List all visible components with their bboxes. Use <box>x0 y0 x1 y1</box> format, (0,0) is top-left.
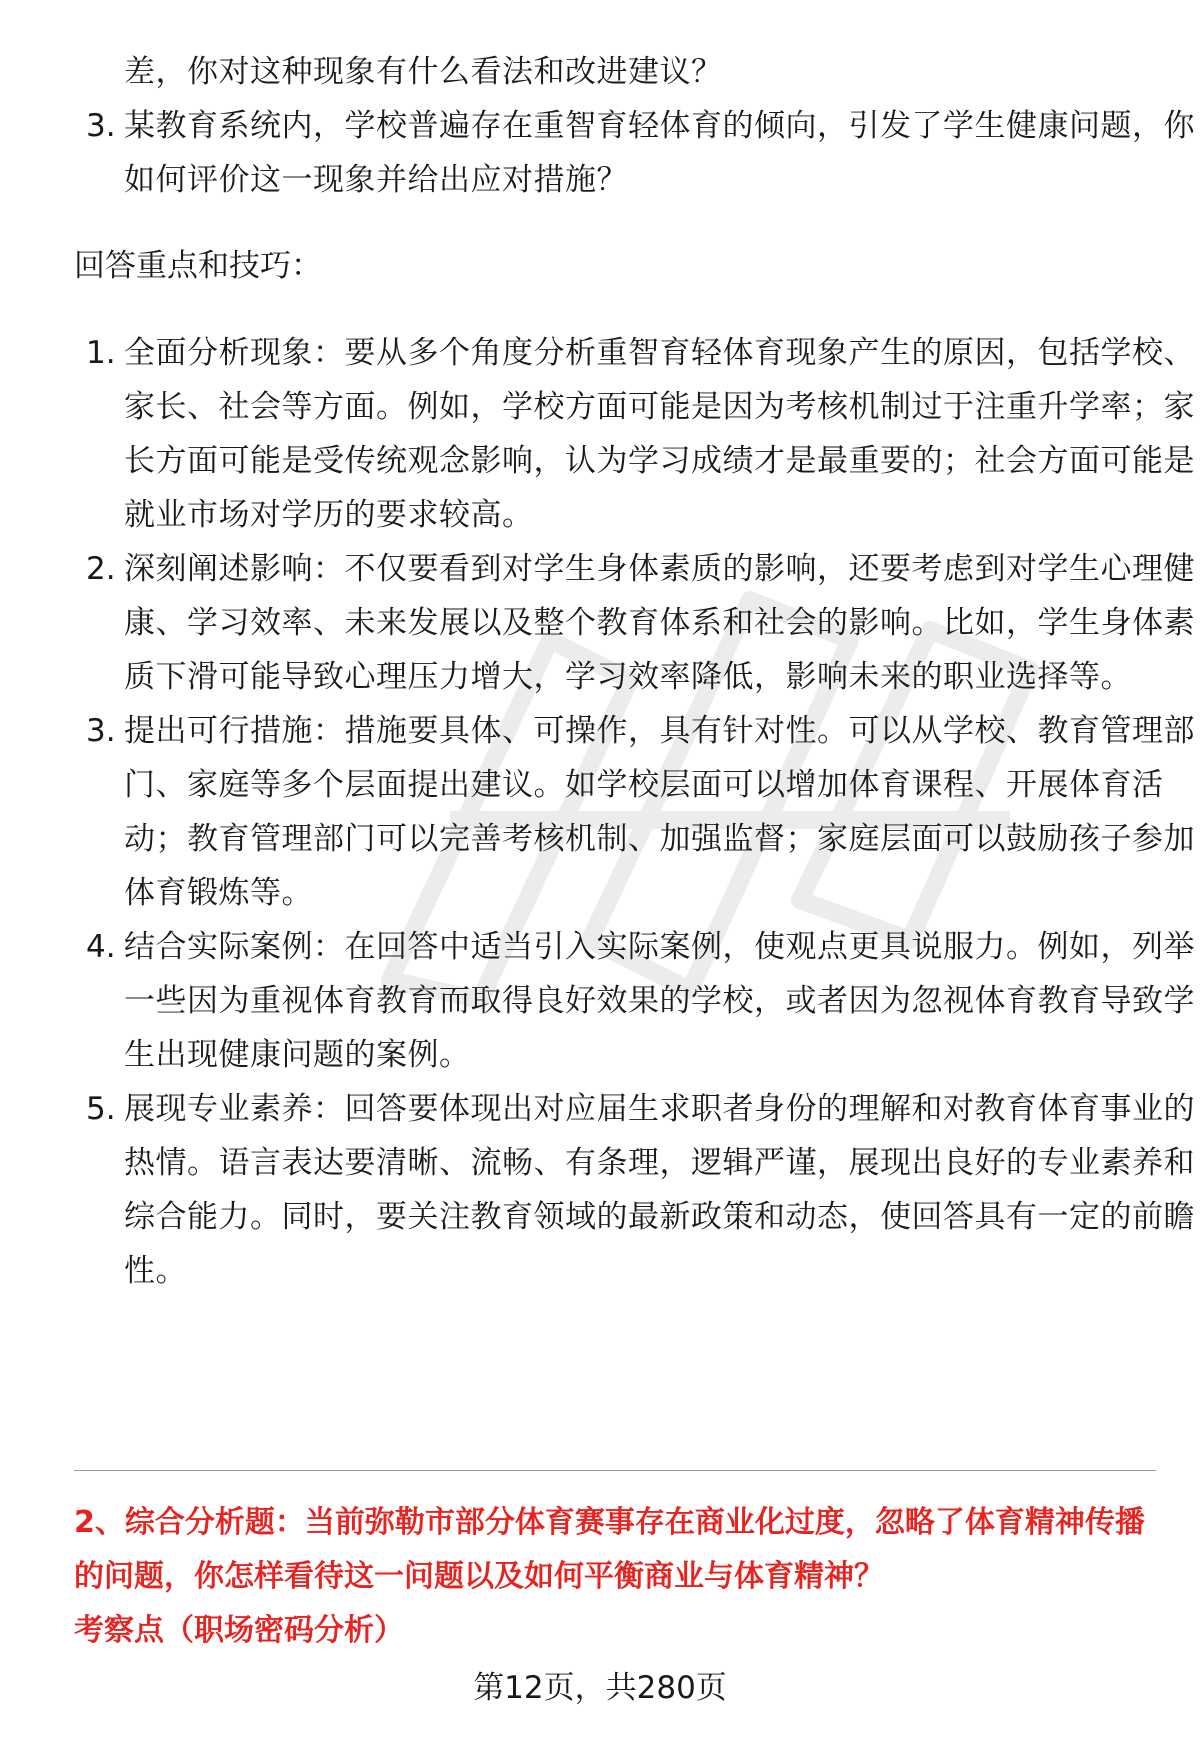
tip-line: 深刻阐述影响：不仅要看到对学生身体素质的影响，还要考虑到对学生心理健 <box>124 551 1195 587</box>
question3-line: 某教育系统内，学校普遍存在重智育轻体育的倾向，引发了学生健康问题，你 <box>124 108 1195 144</box>
question3-number: 3. <box>86 108 116 144</box>
tip-number: 3. <box>86 713 116 749</box>
tip-line: 全面分析现象：要从多个角度分析重智育轻体育现象产生的原因，包括学校、 <box>124 335 1195 371</box>
question2-line: 2、综合分析题：当前弥勒市部分体育赛事存在商业化过度，忽略了体育精神传播 <box>74 1505 1145 1540</box>
question2-line: 的问题，你怎样看待这一问题以及如何平衡商业与体育精神？ <box>74 1559 884 1594</box>
tip-line: 热情。语言表达要清晰、流畅、有条理，逻辑严谨，展现出良好的专业素养和 <box>124 1145 1195 1181</box>
intro-line: 差，你对这种现象有什么看法和改进建议？ <box>124 54 723 90</box>
tip-line: 家长、社会等方面。例如，学校方面可能是因为考核机制过于注重升学率；家 <box>124 389 1195 425</box>
tip-number: 5. <box>86 1091 116 1127</box>
tip-number: 1. <box>86 335 116 371</box>
tip-number: 4. <box>86 929 116 965</box>
tip-line: 长方面可能是受传统观念影响，认为学习成绩才是最重要的；社会方面可能是 <box>124 443 1195 479</box>
tip-line: 生出现健康问题的案例。 <box>124 1037 471 1073</box>
section-divider <box>74 1470 1156 1471</box>
tips-heading: 回答重点和技巧： <box>74 248 322 284</box>
exam-point-heading: 考察点（职场密码分析） <box>74 1613 404 1648</box>
tip-line: 提出可行措施：措施要具体、可操作，具有针对性。可以从学校、教育管理部 <box>124 713 1195 749</box>
tip-line: 质下滑可能导致心理压力增大，学习效率降低，影响未来的职业选择等。 <box>124 659 1132 695</box>
tip-line: 性。 <box>124 1253 187 1289</box>
tip-line: 结合实际案例：在回答中适当引入实际案例，使观点更具说服力。例如，列举 <box>124 929 1195 965</box>
tip-line: 综合能力。同时，要关注教育领域的最新政策和动态，使回答具有一定的前瞻 <box>124 1199 1195 1235</box>
tip-line: 展现专业素养：回答要体现出对应届生求职者身份的理解和对教育体育事业的 <box>124 1091 1195 1127</box>
tip-number: 2. <box>86 551 116 587</box>
tip-line: 康、学习效率、未来发展以及整个教育体系和社会的影响。比如，学生身体素 <box>124 605 1195 641</box>
page-footer: 第12页，共280页 <box>473 1670 727 1706</box>
tip-line: 一些因为重视体育教育而取得良好效果的学校，或者因为忽视体育教育导致学 <box>124 983 1195 1019</box>
tip-line: 就业市场对学历的要求较高。 <box>124 497 534 533</box>
question3-line: 如何评价这一现象并给出应对措施？ <box>124 162 628 198</box>
tip-line: 动；教育管理部门可以完善考核机制、加强监督；家庭层面可以鼓励孩子参加 <box>124 821 1195 857</box>
tip-line: 门、家庭等多个层面提出建议。如学校层面可以增加体育课程、开展体育活 <box>124 767 1164 803</box>
tip-line: 体育锻炼等。 <box>124 875 313 911</box>
